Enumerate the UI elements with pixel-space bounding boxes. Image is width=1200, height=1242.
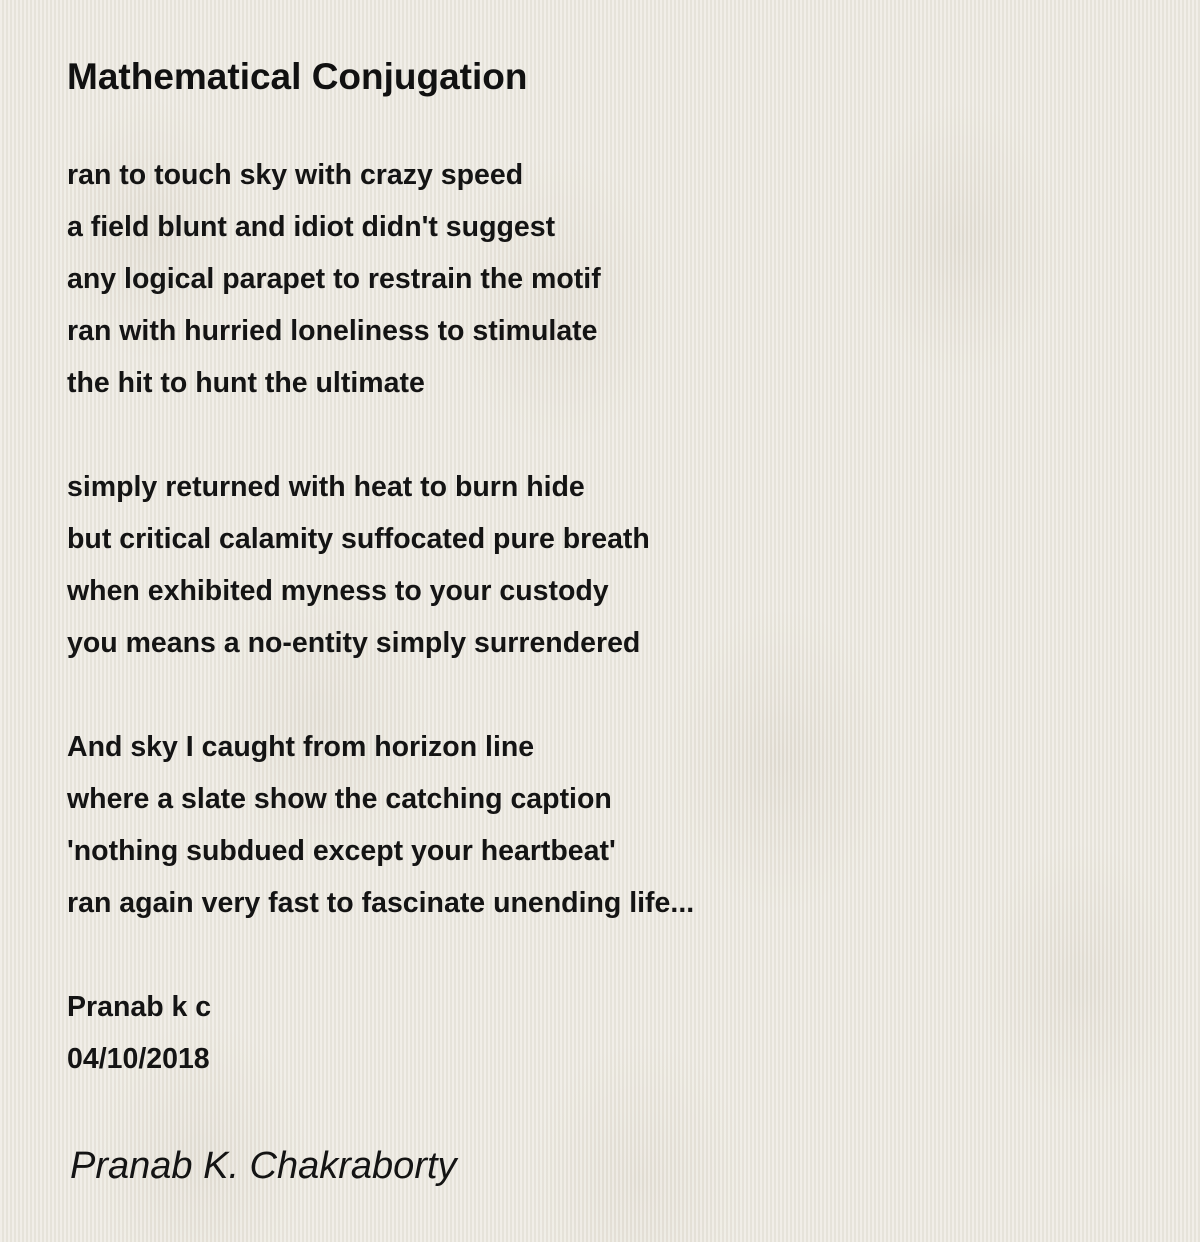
poem-line: you means a no-entity simply surrendered bbox=[67, 627, 641, 659]
poem-line: a field blunt and idiot didn't suggest bbox=[67, 211, 556, 243]
poem-line: where a slate show the catching caption bbox=[67, 783, 612, 815]
poem-line: any logical parapet to restrain the motif bbox=[67, 263, 601, 295]
poem-line: simply returned with heat to burn hide bbox=[67, 471, 585, 503]
signature-block bbox=[67, 981, 1147, 1085]
poem-line: And sky I caught from horizon line bbox=[67, 731, 535, 763]
poet-name: Pranab K. Chakraborty bbox=[70, 1145, 457, 1187]
stanza-3 bbox=[67, 721, 1147, 929]
poem-date: 04/10/2018 bbox=[67, 1043, 210, 1075]
poem-line: the hit to hunt the ultimate bbox=[67, 367, 425, 399]
poem-line: when exhibited myness to your custody bbox=[67, 575, 609, 607]
poem-container bbox=[67, 53, 1147, 1085]
stanza-2 bbox=[67, 461, 1147, 669]
stanza-1 bbox=[67, 149, 1147, 409]
poem-line: but critical calamity suffocated pure breath bbox=[67, 523, 650, 555]
poem-line: ran to touch sky with crazy speed bbox=[67, 159, 524, 191]
poem-title: Mathematical Conjugation bbox=[67, 56, 528, 97]
poem-line: ran with hurried loneliness to stimulate bbox=[67, 315, 598, 347]
poem-line: 'nothing subdued except your heartbeat' bbox=[67, 835, 616, 867]
poem-line: ran again very fast to fascinate unending life... bbox=[67, 887, 695, 919]
poem-body bbox=[67, 149, 1147, 1085]
author-initials: Pranab k c bbox=[67, 991, 212, 1023]
